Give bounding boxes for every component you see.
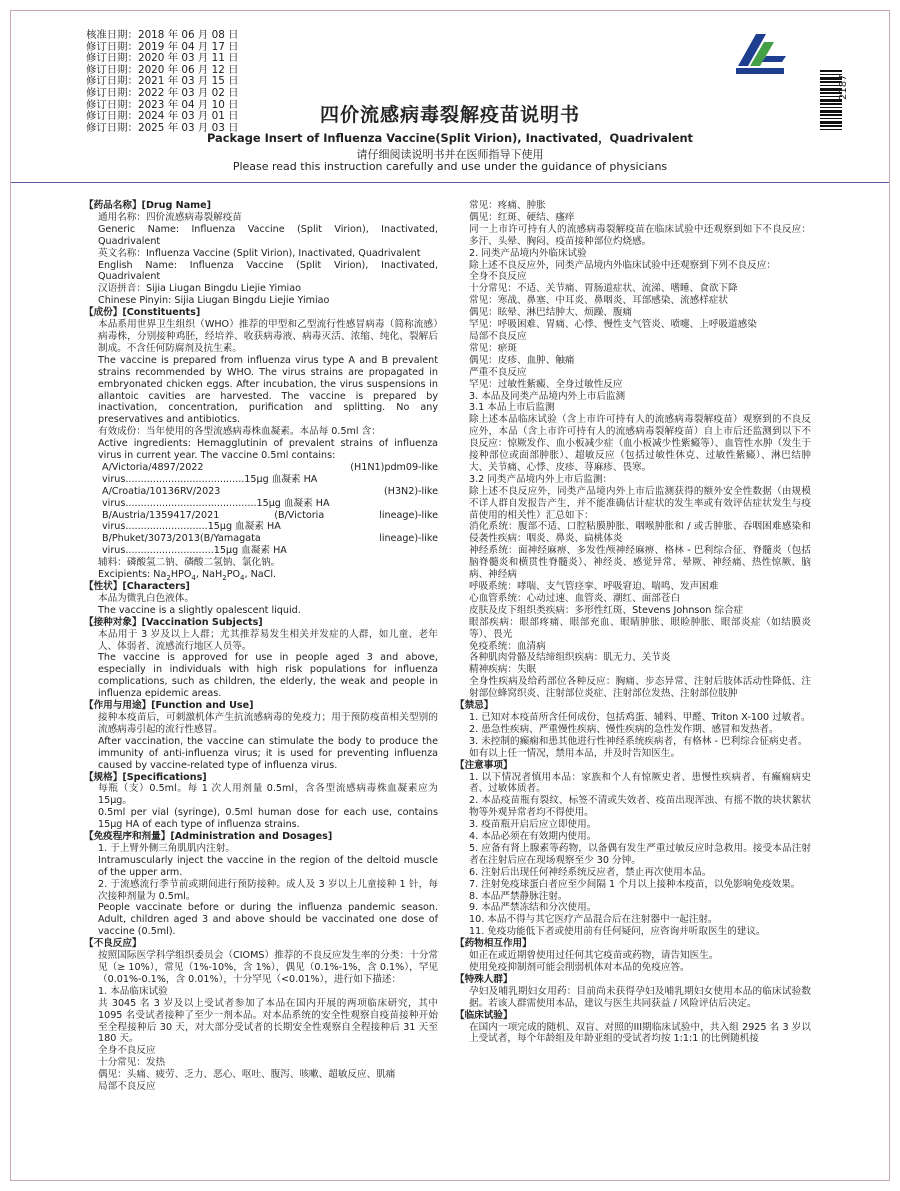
- paragraph: 通用名称：四价流感病毒裂解疫苗: [98, 211, 242, 223]
- paragraph: 本品用于 3 岁及以上人群；尤其推荐易发生相关并发症的人群，如儿童、老年人、体弱者、流感流行地区人员等。: [98, 628, 438, 652]
- paragraph: 皮肤及皮下组织类疾病：多形性红斑、Stevens Johnson 综合症: [469, 604, 744, 616]
- paragraph: 同一上市许可持有人的流感病毒裂解疫苗在临床试验中还观察到如下不良反应：多汗、头晕、胸闷、疫苗接种部位灼烧感。: [469, 223, 811, 247]
- section-heading: 【作用与用途】[Function and Use]: [84, 700, 254, 712]
- paragraph: 呼吸系统：哮喘、支气管痉挛、呼吸窘迫、喘鸣、发声困难: [469, 581, 719, 592]
- document-code: 2187: [838, 74, 849, 100]
- section-heading: 【免疫程序和剂量】[Administration and Dosages]: [84, 831, 333, 843]
- paragraph: 严重不良反应: [469, 366, 527, 378]
- revision-date: 修订日期：2023 年 04 月 10 日: [86, 98, 239, 111]
- paragraph: 8. 本品严禁静脉注射。: [469, 890, 568, 902]
- paragraph: 局部不良反应: [469, 330, 527, 342]
- paragraph: Chinese Pinyin: Sijia Liugan Bingdu Liejie Yimiao: [98, 295, 330, 307]
- header-rule: [11, 182, 889, 183]
- paragraph: 0.5ml per vial (syringe), 0.5ml human dose for each use, contains 15μg HA of each type of influenza strains.: [98, 807, 438, 831]
- paragraph: 1. 本品临床试验: [98, 985, 168, 997]
- paragraph: 2. 同类产品境内外临床试验: [469, 247, 587, 259]
- paragraph: 常见：瘀斑: [469, 342, 517, 354]
- paragraph: 本品为微乳白色液体。: [98, 592, 194, 604]
- paragraph: The vaccine is prepared from influenza virus type A and B prevalent strains recommended by WHO. The virus strains are propagated in embryonated chicken eggs. After incubation, the virus suspensions in allantoic cavities are harvested. The vaccine is prepared by inactivation, concentration, purification and splitting. No any preservatives and antibiotics.: [98, 354, 438, 426]
- paragraph: 孕妇及哺乳期妇女用药：目前尚未获得孕妇及哺乳期妇女使用本品的临床试验数据。若该人群需使用本品，建议与医生共同获益 / 风险评估后决定。: [469, 985, 811, 1009]
- paragraph: 1. 以下情况者慎用本品：家族和个人有惊厥史者、患慢性疾病者、有癫痫病史者、过敏体质者。: [469, 771, 811, 795]
- paragraph: 共 3045 名 3 岁及以上受试者参加了本品在国内开展的两项临床研究，其中 1095 名受试者接种了至少一剂本品。对本品系统的安全性观察自疫苗接种开始至全程接种后 30 天，对大部分受试者的长期安全性观察自全程接种后 31 天至 180 天。: [98, 997, 438, 1045]
- paragraph: 汉语拼音：Sijia Liugan Bingdu Liejie Yimiao: [98, 283, 301, 295]
- title-en: Package Insert of Influenza Vaccine(Split Virion), Inactivated，Quadrivalent: [206, 131, 694, 145]
- paragraph: The vaccine is approved for use in people aged 3 and above, especially in individuals with high risk populations for influenza complications, such as children, the elderly, the weak and people in influenza epidemic areas.: [98, 652, 438, 700]
- revision-date: 修订日期：2019 年 04 月 17 日: [86, 40, 239, 53]
- paragraph: A/Croatia/10136RV/2023 (H3N2)-like virus...........................................15μg 血凝素 HA: [102, 485, 438, 509]
- paragraph: 6. 注射后出现任何神经系统反应者，禁止再次使用本品。: [469, 866, 712, 878]
- paragraph: 3. 未控制的癫痫和患其他进行性神经系统疾病者，有格林 - 巴利综合征病史者。: [469, 735, 808, 747]
- paragraph: 免疫系统：血清病: [469, 640, 546, 652]
- paragraph: English Name: Influenza Vaccine (Split Virion), Inactivated, Quadrivalent: [98, 259, 438, 283]
- title-cn: 四价流感病毒裂解疫苗说明书: [319, 104, 580, 126]
- section-heading: 【性状】[Characters]: [84, 581, 190, 592]
- section-heading: 【特殊人群】: [455, 973, 513, 985]
- paragraph: 局部不良反应: [98, 1081, 156, 1093]
- paragraph: 罕见：呼吸困难、胃痛、心悸、慢性支气管炎、喷嚏、上呼吸道感染: [469, 319, 757, 331]
- right-column: [455, 200, 811, 1045]
- paragraph: 11. 免疫功能低下者或使用前有任何疑问，应咨询并听取医生的建议。: [469, 926, 766, 938]
- revision-date: 核准日期：2018 年 06 月 08 日: [86, 29, 239, 41]
- section-heading: 【规格】[Specifications]: [84, 771, 207, 783]
- revision-date: 修订日期：2020 年 06 月 12 日: [86, 63, 239, 76]
- paragraph: 偶见：红斑、硬结、瘙痒: [469, 211, 575, 223]
- paragraph: Active ingredients: Hemagglutinin of prevalent strains of influenza virus in current year. The vaccine 0.5ml contains:: [98, 438, 438, 462]
- paragraph: 2. 于流感流行季节前或期间进行预防接种。成人及 3 岁以上儿童接种 1 针，每次接种剂量为 0.5ml。: [98, 878, 438, 902]
- paragraph: 十分常见：发热: [98, 1057, 166, 1069]
- paragraph: 4. 本品必须在有效期内使用。: [469, 831, 597, 843]
- paragraph: 常见：疼痛、肿胀: [469, 200, 546, 211]
- paragraph: 消化系统：腹部不适、口腔粘膜肿胀、咽喉肿胀和 / 或舌肿胀、吞咽困难感染和侵袭性疾病：咽炎、鼻炎、扁桃体炎: [469, 521, 811, 545]
- paragraph: 如有以上任一情况，禁用本品，并及时告知医生。: [469, 747, 681, 759]
- left-column: [84, 200, 438, 1093]
- paragraph: Intramuscularly inject the vaccine in the region of the deltoid muscle of the upper arm.: [98, 854, 438, 878]
- paragraph: 全身性疾病及给药部位各种反应：胸痛、步态异常、注射后肢体活动性降低、注射部位蜂窝织炎、注射部位炎症、注射部位发热、注射部位肢肿: [469, 676, 811, 700]
- paragraph: 3.2 同类产品境内外上市后监测：: [469, 473, 613, 485]
- paragraph: 3. 疫苗瓶开启后应立即使用。: [469, 819, 597, 831]
- section-heading: 【接种对象】[Vaccination Subjects]: [84, 616, 263, 628]
- paragraph: 常见：寒战、鼻塞、中耳炎、鼻咽炎、耳部感染、流感样症状: [469, 295, 729, 307]
- paragraph: 10. 本品不得与其它医疗产品混合后在注射器中一起注射。: [469, 914, 718, 926]
- paragraph: Generic Name: Influenza Vaccine (Split Virion), Inactivated, Quadrivalent: [98, 223, 438, 247]
- paragraph: 2. 患急性疾病、严重慢性疾病、慢性疾病的急性发作期、感冒和发热者。: [469, 723, 779, 735]
- paragraph: 偶见：皮疹、血肿、触痛: [469, 354, 575, 366]
- paragraph: 使用免疫抑制剂可能会削弱机体对本品的免疫应答。: [469, 962, 690, 973]
- paragraph: 有效成份：当年使用的各型流感病毒株血凝素。本品每 0.5ml 含：: [98, 426, 381, 438]
- paragraph: A/Victoria/4897/2022 (H1N1)pdm09-like virus.......................................15μg 血凝素 HA: [102, 461, 438, 485]
- section-heading: 【注意事项】: [455, 759, 513, 771]
- paragraph: 辅料：磷酸氢二钠、磷酸二氢钠、氯化钠。: [98, 557, 281, 569]
- paragraph: B/Austria/1359417/2021 (B/Victoria lineage)-like virus...........................15μg 血凝素 HA: [102, 509, 438, 533]
- paragraph: 心血管系统：心动过速、血管炎、潮红、面部苍白: [469, 592, 681, 604]
- paragraph: The vaccine is a slightly opalescent liquid.: [98, 604, 301, 616]
- paragraph: 除上述不良反应外，同类产品境内外临床试验中还观察到下列不良反应：: [469, 259, 776, 271]
- paragraph: 9. 本品严禁冻结和分次使用。: [469, 902, 597, 914]
- paragraph: 罕见：过敏性紫癜、全身过敏性反应: [469, 378, 623, 390]
- paragraph: 本品系用世界卫生组织（WHO）推荐的甲型和乙型流行性感冒病毒（简称流感）病毒株，分别接种鸡胚，经培养、收获病毒液、病毒灭活、浓缩、纯化、裂解后制成。不含任何防腐剂及抗生素。: [98, 319, 438, 354]
- revision-date: 修订日期：2022 年 03 月 02 日: [86, 86, 239, 99]
- revision-date: 修订日期：2020 年 03 月 11 日: [86, 52, 239, 65]
- paragraph: 2. 本品疫苗瓶有裂纹、标签不清或失效者、疫苗出现浑浊、有摇不散的块状絮状物等外观异常者均不得使用。: [469, 795, 811, 819]
- note-cn: 请仔细阅读说明书并在医师指导下使用: [356, 148, 544, 161]
- paragraph: 1. 已知对本疫苗所含任何成份，包括鸡蛋、辅料、甲醛、Triton X-100 过敏者。: [469, 711, 811, 723]
- paragraph: 如正在或近期曾使用过任何其它疫苗或药物，请告知医生。: [469, 950, 719, 962]
- paragraph: 十分常见：不适、关节痛、胃肠道症状、流涕、嗜睡、食欲下降: [469, 283, 738, 295]
- revision-date: 修订日期：2021 年 03 月 15 日: [86, 75, 239, 88]
- paragraph: 在国内一项完成的随机、双盲、对照的III期临床试验中，共入组 2925 名 3 岁以上受试者，每个年龄组及年龄亚组的受试者均按 1:1:1 的比例随机接: [469, 1021, 811, 1045]
- paragraph: 全身不良反应: [98, 1045, 156, 1057]
- paragraph: 接种本疫苗后，可刺激机体产生抗流感病毒的免疫力；用于预防疫苗相关型别的流感病毒引起的流行性感冒。: [98, 711, 438, 735]
- paragraph: 全身不良反应: [469, 271, 527, 283]
- note-en: Please read this instruction carefully and use under the guidance of physicians: [232, 160, 668, 173]
- paragraph: 7. 注射免疫球蛋白者应至少间隔 1 个月以上接种本疫苗，以免影响免疫效果。: [469, 878, 801, 890]
- paragraph: B/Phuket/3073/2013(B/Yamagata lineage)-like virus.............................15μg 血凝素 HA: [102, 533, 438, 557]
- section-heading: 【临床试验】: [455, 1009, 513, 1021]
- paragraph: 偶见：头痛、疲劳、乏力、恶心、呕吐、腹泻、咳嗽、超敏反应、肌痛: [98, 1069, 396, 1081]
- paragraph: 神经系统：面神经麻痹、多发性颅神经麻痹、格林 - 巴利综合征、脊髓炎（包括脑脊髓炎和横贯性脊髓炎）、神经炎、感觉异常、晕厥、神经痛、热性惊厥、脑病、神经病: [469, 545, 811, 581]
- section-heading: 【成份】[Constituents]: [84, 307, 201, 319]
- section-heading: 【不良反应】: [84, 938, 142, 950]
- paragraph: 各种肌肉骨骼及结缔组织疾病：肌无力、关节炎: [469, 652, 671, 664]
- section-heading: 【药品名称】[Drug Name]: [84, 200, 212, 211]
- company-logo: [732, 26, 788, 76]
- revision-date: 修订日期：2024 年 03 月 01 日: [86, 110, 239, 123]
- paragraph: 精神疾病：失眠: [469, 664, 537, 676]
- section-heading: 【禁忌】: [455, 700, 494, 712]
- revision-date: 修订日期：2025 年 03 月 03 日: [86, 121, 239, 134]
- paragraph: 除上述本品临床试验（含上市许可持有人的流感病毒裂解疫苗）观察到的不良反应外，本品（含上市许可持有人的流感病毒裂解疫苗）自上市后还监测到以下不良反应：惊厥发作、血小板减少症（血小板减少性紫癜等）、血管性水肿（发生于接种部位或面部肿胀）、超敏反应（包括过敏性休克、过敏性紫癜）、淋巴结肿大、关节痛、心悸、皮疹、荨麻疹、畏寒。: [469, 414, 811, 473]
- paragraph: People vaccinate before or during the influenza pandemic season. Adult, children aged 3 and above should be vaccinated one dose of vaccine (0.5ml).: [98, 902, 438, 938]
- paragraph: 5. 应备有肾上腺素等药物，以备偶有发生严重过敏反应时急救用。接受本品注射者在注射后应在现场观察至少 30 分钟。: [469, 842, 811, 866]
- paragraph: Excipients: $Na_2HPO_4$, $NaH_2PO_4$, NaCl.: [98, 569, 277, 582]
- paragraph: 1. 于上臂外侧三角肌肌内注射。: [98, 842, 235, 854]
- paragraph: 3. 本品及同类产品境内外上市后监测: [469, 390, 626, 402]
- paragraph: 眼部疾病：眼部疼痛、眼部充血、眼睛肿胀、眼睑肿胀、眼部炎症（如结膜炎等）、畏光: [469, 616, 811, 640]
- paragraph: 除上述不良反应外，同类产品境内外上市后监测获得的额外安全性数据（由规模不详人群自发报告产生，并不能准确估计症状的发生率或有效评估症状发生与疫苗使用的相关性）汇总如下：: [469, 485, 811, 521]
- paragraph: After vaccination, the vaccine can stimulate the body to produce the immunity of anti-influenza virus; it is used for preventing influenza caused by vaccine-related type of influenza virus.: [98, 735, 438, 771]
- paragraph: 偶见：眩晕、淋巴结肿大、烦躁、腹痛: [469, 307, 633, 319]
- paragraph: 每瓶（支）0.5ml。每 1 次人用剂量 0.5ml，含各型流感病毒株血凝素应为 15μg。: [98, 783, 438, 807]
- paragraph: 英文名称：Influenza Vaccine (Split Virion), Inactivated, Quadrivalent: [98, 247, 421, 259]
- paragraph: 3.1 本品上市后监测: [469, 402, 555, 414]
- section-heading: 【药物相互作用】: [455, 938, 532, 950]
- paragraph: 按照国际医学科学组织委员会（CIOMS）推荐的不良反应发生率的分类：十分常见（≥ 10%），常见（1%-10%，含 1%），偶见（0.1%-1%，含 0.1%），罕见（0.01%-0.1%，含 0.01%），十分罕见（<0.01%），进行如下描述：: [98, 950, 438, 985]
